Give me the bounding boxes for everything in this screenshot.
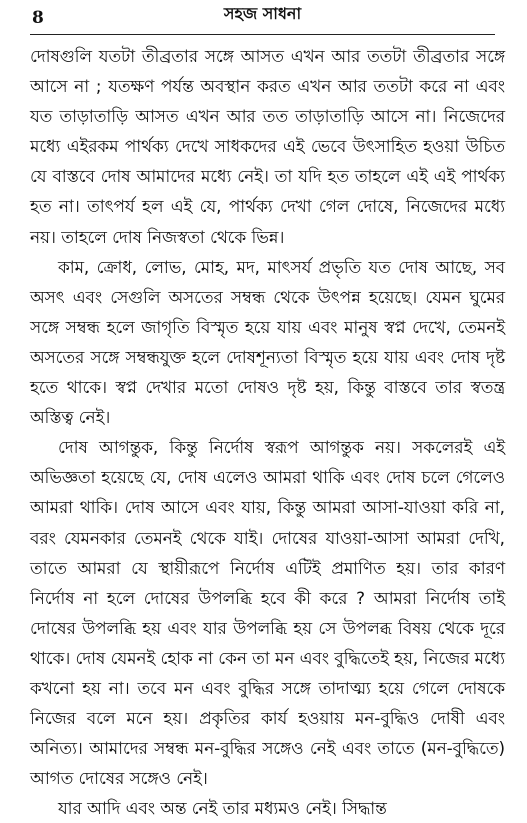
paragraph-1: দোষগুলি যতটা তীব্রতার সঙ্গে আসত এখন আর ততটা তীব্রতার সঙ্গে আসে না ; যতক্ষণ পর্যন্ত অবস্থান করত এখন আর ততটা করে না এবং যত তাড়াতাড়ি আসত এখন আর তত তাড়াতাড়ি আসে না। নিজেদের মধ্যে এইরকম পার্থক্য দেখে সাধকদের এই ভেবে উৎসাহিত হওয়া উচিত যে বাস্তবে দোষ আমাদের মধ্যে নেই। তা যদি হত তাহলে এই এই পার্থক্য হত না। তাৎপর্য হল এই যে, পার্থক্য দেখা গেল দোষে, নিজেদের মধ্যে নয়। তাহলে দোষ নিজস্বতা থেকে ভিন্ন।: [30, 46, 505, 247]
paragraph-3: দোষ আগন্তুক, কিন্তু নির্দোষ স্বরূপ আগন্তুক নয়। সকলেরই এই অভিজ্ঞতা হয়েছে যে, দোষ এলেও আমরা থাকি এবং দোষ চলে গেলেও আমরা থাকি। দোষ আসে এবং যায়, কিন্তু আমরা আসা-যাওয়া করি না, বরং যেমনকার তেমনই থেকে যাই। দোষের যাওয়া-আসা আমরা দেখি, তাতে আমরা যে স্থায়ীরূপে নির্দোষ এটিই প্রমাণিত হয়। তার কারণ নির্দোষ না হলে দোষের উপলব্ধি হবে কী করে ? আমরা নির্দোষ তাই দোষের উপলব্ধি হয় এবং যার উপলব্ধি হয় সে উপলব্ধ বিষয় থেকে দূরে থাকে। দোষ যেমনই হোক না কেন তা মন এবং বুদ্ধিতেই হয়, নিজের মধ্যে কখনো হয় না। তবে মন এবং বুদ্ধির সঙ্গে তাদাত্ম্য হয়ে গেলে দোষকে নিজের বলে মনে হয়। প্রকৃতির কার্য হওয়ায় মন-বুদ্ধিও দোষী এবং অনিত্য। আমাদের সম্বন্ধ মন-বুদ্ধির সঙ্গেও নেই এবং তাতে (মন-বুদ্ধিতে) আগত দোষের সঙ্গেও নেই।: [30, 437, 505, 789]
page-number: 8: [32, 8, 44, 28]
paragraph-2: কাম, ক্রোধ, লোভ, মোহ, মদ, মাৎসর্য প্রভৃতি যত দোষ আছে, সব অসৎ এবং সেগুলি অসতের সম্বন্ধ থেকে উৎপন্ন হয়েছে। যেমন ঘুমের সঙ্গে সম্বন্ধ হলে জাগৃতি বিস্মৃত হয়ে যায় এবং মানুষ স্বপ্ন দেখে, তেমনই অসতের সঙ্গে সম্বন্ধযুক্ত হলে দোষশূন্যতা বিস্মৃত হয়ে যায় এবং দোষ দৃষ্ট হতে থাকে। স্বপ্ন দেখার মতো দোষও দৃষ্ট হয়, কিন্তু বাস্তবে তার স্বতন্ত্র অস্তিত্ব নেই।: [30, 256, 505, 428]
paragraph-4: যার আদি এবং অন্ত নেই তার মধ্যমও নেই। সিদ্ধান্ত: [58, 798, 387, 819]
running-title: সহজ সাধনা: [223, 4, 302, 23]
body-text: [30, 41, 505, 823]
page-header: [30, 0, 495, 35]
